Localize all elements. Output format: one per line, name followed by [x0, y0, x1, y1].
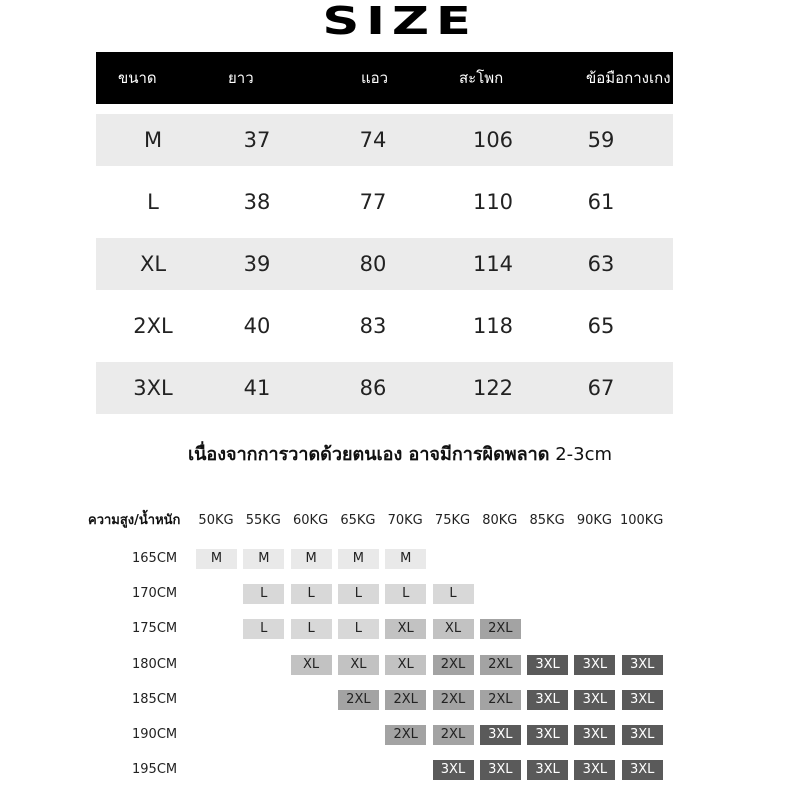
- cell-size: L: [147, 190, 159, 214]
- weight-column-header: 90KG: [576, 513, 612, 528]
- size-guide-cell: M: [291, 549, 332, 569]
- cell-length: 38: [243, 190, 271, 214]
- cell-size: 3XL: [133, 376, 173, 400]
- size-guide-cell: 3XL: [622, 690, 663, 710]
- weight-column-header: 65KG: [340, 513, 376, 528]
- header-hip: สะโพก: [459, 69, 504, 87]
- size-guide-cell: 3XL: [433, 760, 474, 780]
- cell-size: 2XL: [133, 314, 173, 338]
- size-guide-cell: L: [338, 619, 379, 639]
- size-guide-cell: M: [196, 549, 237, 569]
- cell-length: 40: [243, 314, 271, 338]
- size-guide-cell: 2XL: [433, 655, 474, 675]
- weight-column-header: 100KG: [619, 513, 664, 528]
- size-guide-cell: 3XL: [527, 725, 568, 745]
- size-guide-cell: 3XL: [527, 690, 568, 710]
- size-guide-cell: 2XL: [385, 690, 426, 710]
- size-guide-cell: 2XL: [480, 690, 521, 710]
- cell-leg-opening: 63: [587, 252, 615, 276]
- note-text: เนื่องจากการวาดด้วยตนเอง อาจมีการผิดพลาด: [187, 444, 550, 465]
- size-guide-cell: L: [243, 619, 284, 639]
- note-range: 2-3cm: [555, 444, 613, 465]
- size-guide-cell: XL: [385, 619, 426, 639]
- header-size: ขนาด: [118, 69, 157, 87]
- size-guide-cell: M: [338, 549, 379, 569]
- weight-column-header: 80KG: [482, 513, 518, 528]
- cell-hip: 114: [472, 252, 514, 276]
- weight-column-header: 75KG: [434, 513, 471, 528]
- cell-hip: 106: [472, 128, 514, 152]
- size-guide-cell: L: [291, 619, 332, 639]
- size-guide-cell: 3XL: [622, 725, 663, 745]
- header-waist: แอว: [361, 69, 389, 87]
- size-guide-cell: L: [243, 584, 284, 604]
- cell-waist: 74: [359, 128, 387, 152]
- size-guide-cell: M: [385, 549, 426, 569]
- size-guide-cell: XL: [291, 655, 332, 675]
- cell-size: XL: [139, 252, 167, 276]
- cell-waist: 83: [359, 314, 387, 338]
- size-guide-cell: 3XL: [574, 655, 615, 675]
- size-guide-cell: 3XL: [574, 760, 615, 780]
- cell-hip: 122: [472, 376, 514, 400]
- size-guide-cell: 3XL: [480, 725, 521, 745]
- height-row-header: 195CM: [132, 762, 178, 778]
- weight-column-header: 85KG: [529, 513, 565, 528]
- cell-length: 41: [243, 376, 271, 400]
- size-guide-cell: L: [433, 584, 474, 604]
- height-row-header: 185CM: [132, 691, 178, 707]
- cell-leg-opening: 65: [587, 314, 615, 338]
- header-leg-opening: ข้อมือกางเกง: [586, 69, 671, 87]
- size-guide-cell: 2XL: [338, 690, 379, 710]
- height-row-header: 190CM: [132, 727, 178, 742]
- page-title: SIZE: [322, 0, 478, 43]
- size-guide-cell: 3XL: [480, 760, 521, 780]
- cell-size: M: [143, 128, 163, 152]
- height-row-header: 170CM: [132, 586, 178, 602]
- cell-waist: 86: [359, 376, 387, 400]
- size-guide-cell: 3XL: [622, 760, 663, 780]
- size-guide-cell: XL: [338, 655, 379, 675]
- size-guide-cell: 3XL: [622, 655, 663, 675]
- size-guide-cell: 3XL: [574, 690, 615, 710]
- height-row-header: 165CM: [132, 551, 178, 566]
- size-guide-cell: 2XL: [433, 690, 474, 710]
- cell-length: 37: [243, 128, 271, 152]
- cell-leg-opening: 67: [587, 376, 615, 400]
- cell-leg-opening: 61: [587, 190, 615, 214]
- size-guide-cell: L: [338, 584, 379, 604]
- cell-leg-opening: 59: [587, 128, 615, 152]
- weight-column-header: 55KG: [245, 513, 281, 528]
- height-row-header: 180CM: [132, 656, 178, 672]
- cell-waist: 77: [359, 190, 387, 214]
- header-length: ยาว: [228, 69, 254, 87]
- weight-column-header: 50KG: [198, 513, 234, 528]
- size-guide-cell: L: [385, 584, 426, 604]
- size-guide-cell: XL: [385, 655, 426, 675]
- cell-waist: 80: [359, 252, 387, 276]
- size-guide-cell: 2XL: [433, 725, 474, 745]
- size-guide-cell: XL: [433, 619, 474, 639]
- height-row-header: 175CM: [132, 621, 178, 637]
- weight-column-header: 60KG: [293, 513, 329, 528]
- size-guide-corner-label: ความสูง/น้ำหนัก: [88, 513, 181, 528]
- cell-hip: 118: [472, 314, 514, 338]
- size-guide-cell: 3XL: [527, 760, 568, 780]
- size-guide-cell: 2XL: [480, 619, 521, 639]
- cell-length: 39: [243, 252, 271, 276]
- size-guide-cell: 3XL: [574, 725, 615, 745]
- cell-hip: 110: [472, 190, 514, 214]
- size-guide-cell: M: [243, 549, 284, 569]
- size-guide-cell: 2XL: [480, 655, 521, 675]
- weight-column-header: 70KG: [387, 513, 423, 528]
- size-guide-cell: 3XL: [527, 655, 568, 675]
- size-guide-cell: L: [291, 584, 332, 604]
- size-guide-cell: 2XL: [385, 725, 426, 745]
